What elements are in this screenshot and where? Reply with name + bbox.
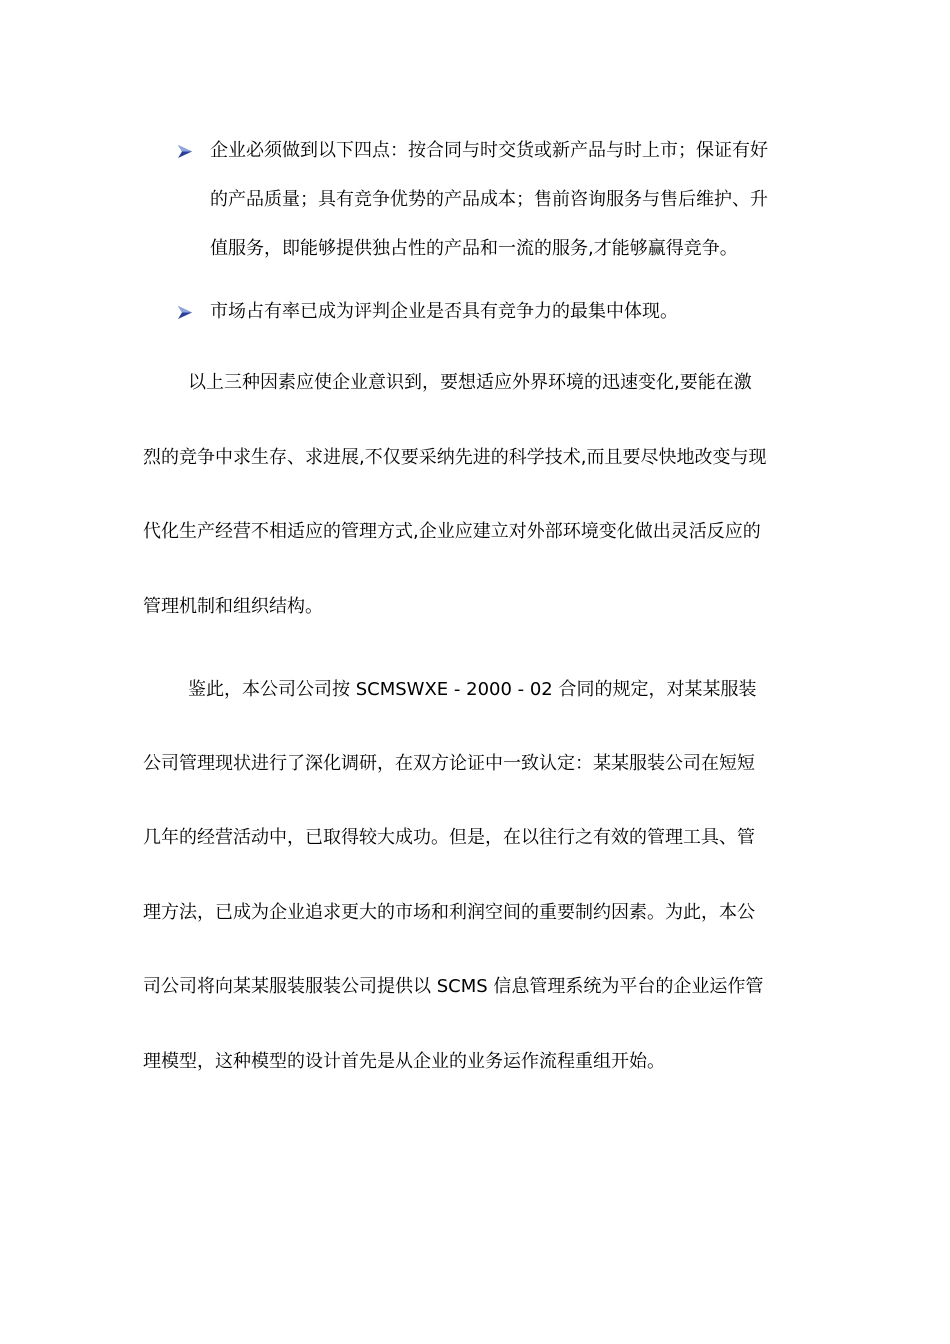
paragraph-line: 烈的竞争中求生存、求进展,不仅要采纳先进的科学技术,而且要尽快地改变与现 xyxy=(143,447,767,468)
paragraph-line: 理模型，这种模型的设计首先是从企业的业务运作流程重组开始。 xyxy=(143,1051,665,1072)
paragraph-line: 公司管理现状进行了深化调研，在双方论证中一致认定：某某服装公司在短短 xyxy=(143,753,755,774)
bullet-text-line: 的产品质量；具有竞争优势的产品成本；售前咨询服务与售后维护、升 xyxy=(210,189,768,210)
bullet-text-line: 值服务，即能够提供独占性的产品和一流的服务,才能够赢得竞争。 xyxy=(210,238,738,259)
paragraph-line: 几年的经营活动中，已取得较大成功。但是，在以往行之有效的管理工具、管 xyxy=(143,827,755,848)
bullet-text-line: 市场占有率已成为评判企业是否具有竞争力的最集中体现。 xyxy=(210,301,678,322)
paragraph-line: 代化生产经营不相适应的管理方式,企业应建立对外部环境变化做出灵活反应的 xyxy=(143,521,761,542)
bullet-text-line: 企业必须做到以下四点：按合同与时交货或新产品与时上市；保证有好 xyxy=(210,140,768,161)
paragraph-line: 理方法，已成为企业追求更大的市场和利润空间的重要制约因素。为此，本公 xyxy=(143,902,755,923)
arrowhead-bullet-icon xyxy=(178,299,192,325)
arrowhead-bullet-icon xyxy=(178,138,192,164)
paragraph-line: 管理机制和组织结构。 xyxy=(143,596,323,617)
paragraph-line: 司公司将向某某服装服装公司提供以 SCMS 信息管理系统为平台的企业运作管 xyxy=(143,976,764,997)
paragraph-line: 鉴此，本公司公司按 SCMSWXE - 2000 - 02 合同的规定，对某某服装 xyxy=(188,679,757,700)
paragraph-line: 以上三种因素应使企业意识到，要想适应外界环境的迅速变化,要能在激 xyxy=(188,372,752,393)
